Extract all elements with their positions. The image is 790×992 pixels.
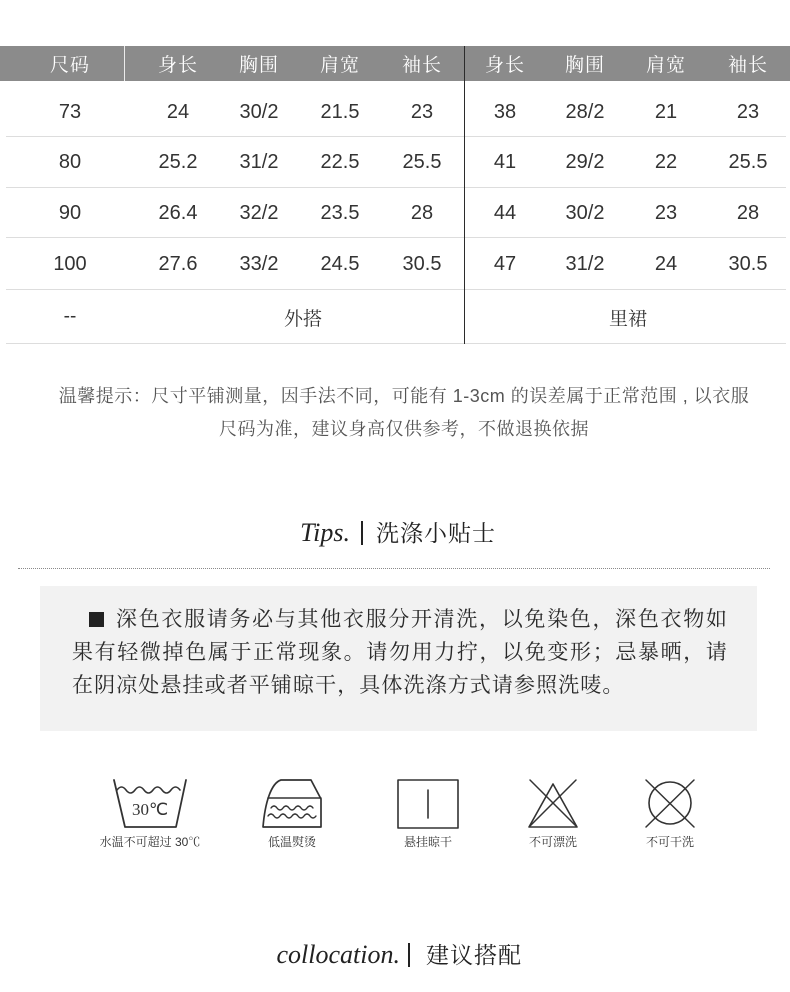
cell-size: 73 [58, 101, 82, 123]
cell-size: -- [63, 306, 77, 327]
do-not-bleach-icon [526, 778, 580, 828]
header-dress-length: 身长 [484, 55, 525, 76]
wash-tips-title: 洗涤小贴士 [376, 520, 496, 546]
cell-outer-sleeve: 25.5 [402, 151, 442, 173]
size-table-header [0, 46, 790, 81]
care-label: 水温不可超过 30℃ [99, 835, 201, 849]
group-label-outer: 外搭 [283, 308, 322, 330]
heading-divider [408, 943, 410, 967]
header-dress-chest: 胸围 [564, 55, 605, 76]
cell-dress-length: 44 [493, 201, 517, 224]
cell-dress-shoulder: 24 [654, 252, 678, 275]
care-label: 低温熨烫 [267, 835, 316, 849]
cell-outer-sleeve: 30.5 [402, 252, 442, 275]
care-label: 悬挂晾干 [403, 835, 452, 849]
hang-dry-icon [397, 779, 459, 829]
table-row [0, 137, 790, 188]
tips-script-label: Tips. [300, 518, 350, 547]
cell-dress-length: 38 [493, 101, 517, 123]
care-item-wash [80, 774, 220, 850]
table-row [0, 238, 790, 290]
cell-outer-length: 25.2 [158, 151, 198, 173]
note-line: 尺码为准，建议身高仅供参考，不做退换依据 [219, 419, 589, 439]
cell-outer-length: 27.6 [158, 252, 198, 275]
cell-outer-shoulder: 21.5 [320, 101, 360, 123]
tip-line-text: 深色衣服请务必与其他衣服分开清洗，以免染色，深色衣物如 [116, 608, 728, 631]
header-column-separator [124, 46, 125, 81]
header-outer-length: 身长 [157, 55, 198, 76]
cell-outer-shoulder: 24.5 [320, 252, 360, 275]
cell-dress-length: 41 [493, 151, 517, 173]
measurement-note [0, 380, 790, 446]
cell-size: 90 [58, 201, 82, 224]
care-label: 不可漂洗 [528, 835, 577, 849]
wash-tips-text [72, 603, 728, 702]
cell-size: 80 [58, 151, 82, 173]
cell-dress-chest: 31/2 [565, 252, 605, 275]
cell-dress-shoulder: 21 [654, 101, 678, 123]
size-table [0, 46, 790, 344]
collocation-title: 建议搭配 [426, 942, 522, 968]
header-dress-sleeve: 袖长 [727, 55, 768, 76]
cell-dress-sleeve: 23 [736, 101, 760, 123]
cell-dress-chest: 30/2 [565, 201, 605, 224]
header-dress-shoulder: 肩宽 [645, 55, 686, 76]
cell-outer-shoulder: 22.5 [320, 151, 360, 173]
cell-dress-shoulder: 23 [654, 201, 678, 224]
cell-size: 100 [53, 252, 87, 275]
header-size: 尺码 [49, 55, 90, 76]
low-heat-iron-icon [261, 777, 323, 829]
do-not-dry-clean-icon [644, 777, 696, 829]
tip-line: 在阴凉处悬挂或者平铺晾干，具体洗涤方式请参照洗唛。 [72, 674, 625, 697]
cell-outer-chest: 31/2 [239, 151, 279, 173]
group-divider [464, 46, 465, 344]
cell-dress-sleeve: 30.5 [728, 252, 768, 275]
cell-outer-sleeve: 28 [410, 201, 434, 224]
cell-outer-length: 26.4 [158, 201, 198, 224]
wash-temperature-text: 30℃ [131, 800, 169, 819]
cell-dress-sleeve: 25.5 [728, 151, 768, 173]
table-row [0, 188, 790, 238]
table-row [0, 88, 790, 137]
cell-outer-chest: 30/2 [239, 101, 279, 123]
cell-dress-length: 47 [493, 252, 517, 275]
note-line: 温馨提示：尺寸平铺测量，因手法不同，可能有 1-3cm 的误差属于正常范围 , 以衣服 [58, 386, 750, 406]
cell-dress-shoulder: 22 [654, 151, 678, 173]
cell-dress-sleeve: 28 [736, 201, 760, 224]
tip-line [72, 603, 728, 636]
cell-outer-length: 24 [166, 101, 190, 123]
care-label: 不可干洗 [645, 835, 694, 849]
cell-outer-chest: 33/2 [239, 252, 279, 275]
tip-line: 果有轻微掉色属于正常现象。请勿用力拧，以免变形；忌暴晒，请 [72, 641, 728, 664]
square-bullet-icon [89, 612, 104, 627]
care-item-hang-dry [358, 774, 498, 850]
wash-tips-box [40, 586, 757, 731]
header-outer-chest: 胸围 [238, 55, 279, 76]
cell-outer-sleeve: 23 [410, 101, 434, 123]
header-outer-sleeve: 袖长 [401, 55, 442, 76]
wash-30-degrees-icon [110, 776, 190, 832]
group-label-dress: 里裙 [608, 308, 647, 330]
cell-dress-chest: 28/2 [565, 101, 605, 123]
cell-outer-chest: 32/2 [239, 201, 279, 224]
care-item-iron [222, 774, 362, 850]
cell-dress-chest: 29/2 [565, 151, 605, 173]
care-item-dry-clean [600, 774, 740, 850]
heading-divider [361, 521, 363, 545]
collocation-script-label: collocation. [276, 940, 400, 969]
header-outer-shoulder: 肩宽 [319, 55, 360, 76]
dotted-divider [18, 568, 770, 569]
table-footer-row [0, 290, 790, 344]
cell-outer-shoulder: 23.5 [320, 201, 360, 224]
